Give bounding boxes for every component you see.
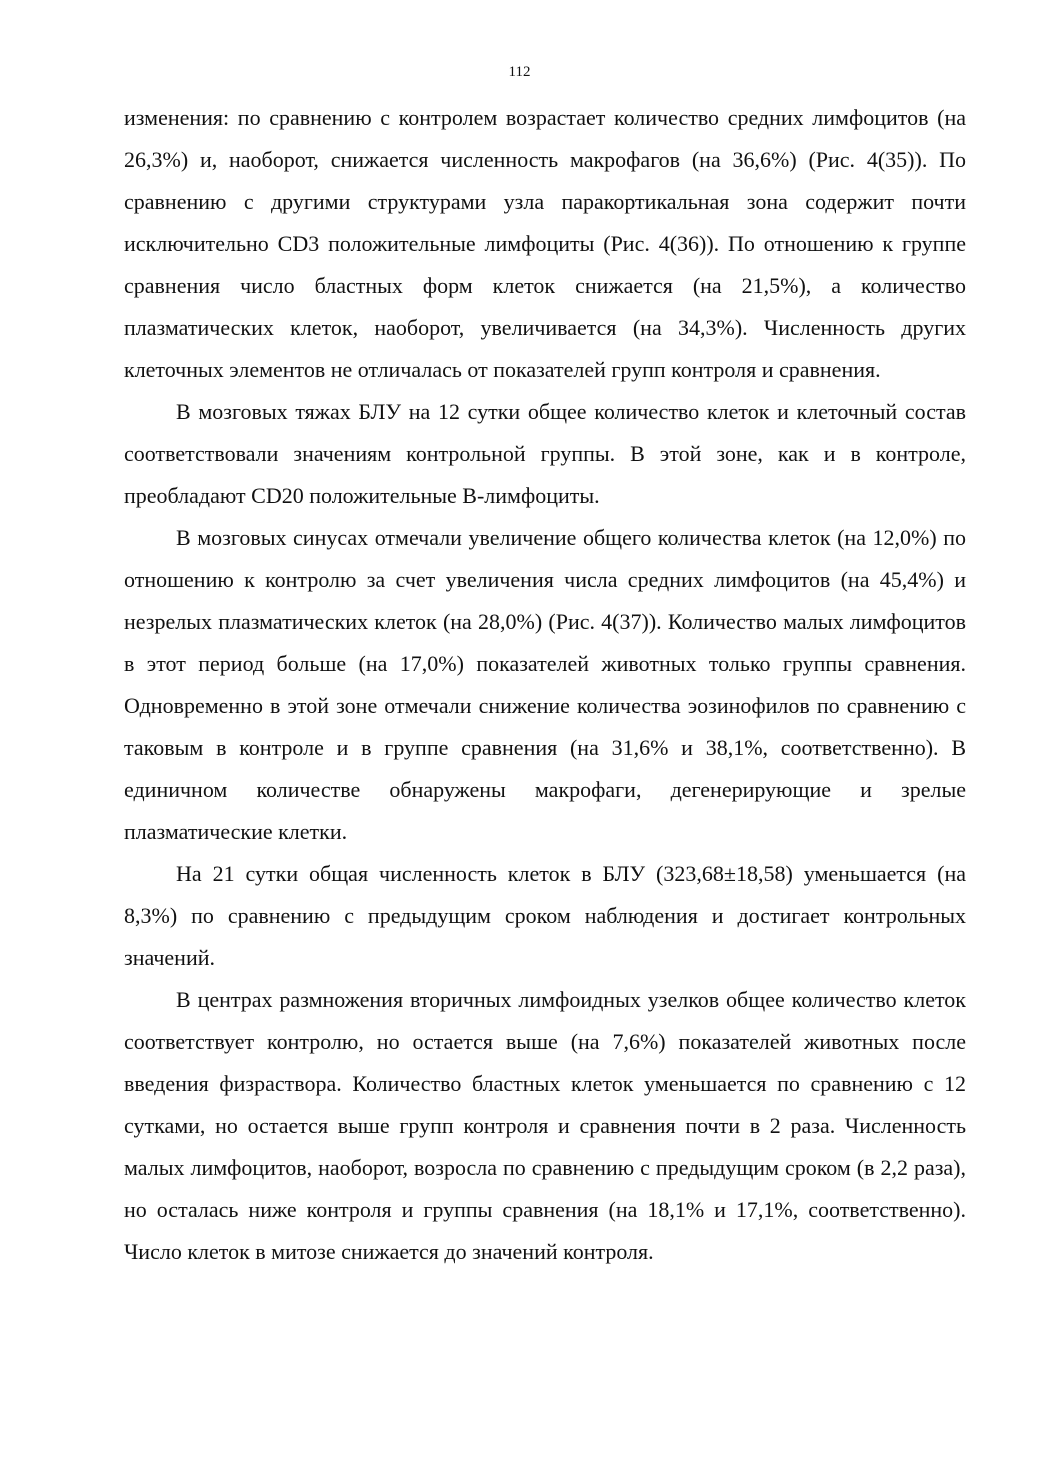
paragraph-day-21: На 21 сутки общая численность клеток в БЛУ (323,68±18,58) уменьшается (на 8,3%) по сравнению с предыдущим сроком наблюдения и достигает контрольных значений. <box>124 861 966 970</box>
paragraph-continuation: изменения: по сравнению с контролем возрастает количество средних лимфоцитов (на 26,3%) и, наоборот, снижается численность макрофагов (на 36,6%) (Рис. 4(35)). По сравнению с другими структурами узла паракортикальная зона содержит почти исключительно CD3 положительные лимфоциты (Рис. 4(36)). По отношению к группе сравнения число бластных форм клеток снижается (на 21,5%), а количество плазматических клеток, наоборот, увеличивается (на 34,3%). Численность других клеточных элементов не отличалась от показателей групп контроля и сравнения. <box>124 105 966 382</box>
document-body <box>124 97 966 1273</box>
page-number: 112 <box>508 64 531 80</box>
paragraph-germinal-centers: В центрах размножения вторичных лимфоидных узелков общее количество клеток соответствует контролю, но остается выше (на 7,6%) показателей животных после введения физраствора. Количество бластных клеток уменьшается по сравнению с 12 сутками, но остается выше групп контроля и сравнения почти в 2 раза. Численность малых лимфоцитов, наоборот, возросла по сравнению с предыдущим сроком (в 2,2 раза), но осталась ниже контроля и группы сравнения (на 18,1% и 17,1%, соответственно). Число клеток в митозе снижается до значений контроля. <box>124 987 966 1264</box>
paragraph-medullary-sinuses: В мозговых синусах отмечали увеличение общего количества клеток (на 12,0%) по отношению к контролю за счет увеличения числа средних лимфоцитов (на 45,4%) и незрелых плазматических клеток (на 28,0%) (Рис. 4(37)). Количество малых лимфоцитов в этот период больше (на 17,0%) показателей животных только группы сравнения. Одновременно в этой зоне отмечали снижение количества эозинофилов по сравнению с таковым в контроле и в группе сравнения (на 31,6% и 38,1%, соответственно). В единичном количестве обнаружены макрофаги, дегенерирующие и зрелые плазматические клетки. <box>124 525 966 844</box>
paragraph-medullary-cords: В мозговых тяжах БЛУ на 12 сутки общее количество клеток и клеточный состав соответствовали значениям контрольной группы. В этой зоне, как и в контроле, преобладают CD20 положительные B-лимфоциты. <box>124 399 966 508</box>
